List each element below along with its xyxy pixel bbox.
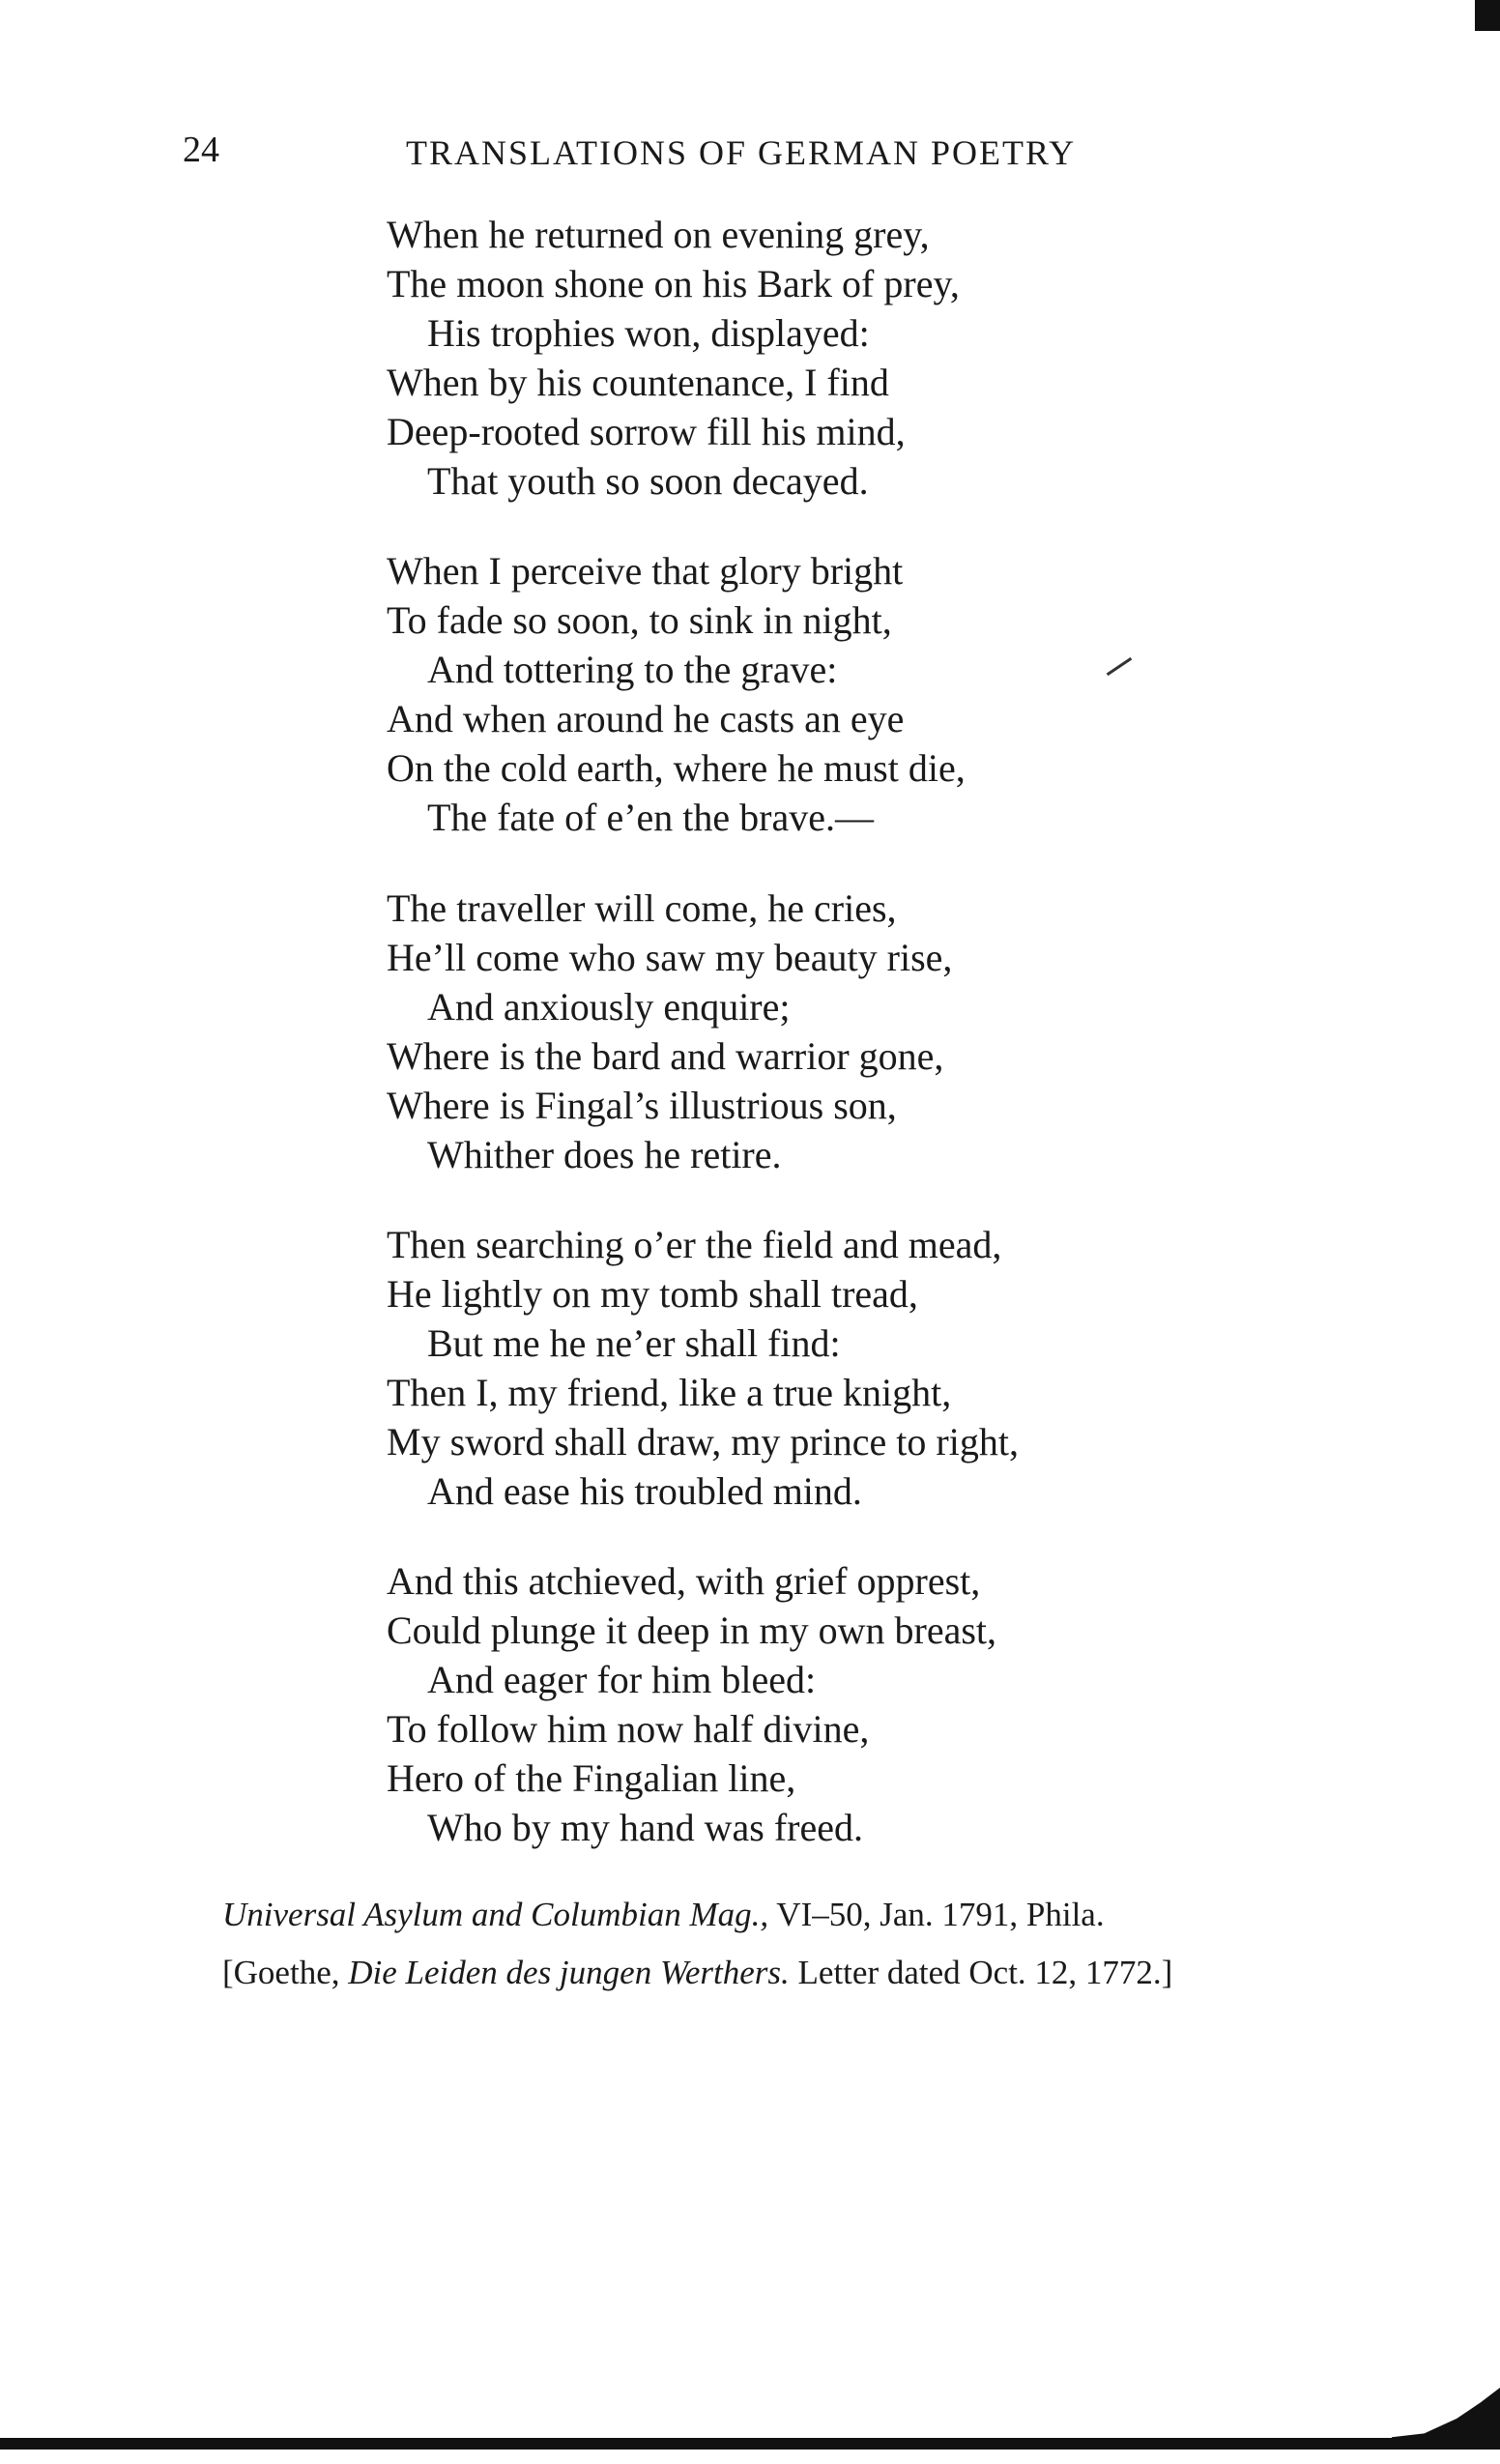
verse-line: And eager for him bleed:: [427, 1658, 817, 1701]
source-note-title: Die Leiden des jungen Werthers.: [348, 1954, 790, 1991]
verse-line: Where is the bard and warrior gone,: [387, 1034, 944, 1078]
stanza-3: [387, 884, 1353, 1179]
verse-line: He lightly on my tomb shall tread,: [387, 1272, 918, 1316]
verse-line: And anxiously enquire;: [427, 985, 791, 1029]
citation: [222, 1893, 1105, 1937]
source-note: [222, 1951, 1172, 1995]
verse-line: My sword shall draw, my prince to right,: [387, 1420, 1019, 1464]
verse-line: When he returned on evening grey,: [387, 213, 930, 256]
verse-line: And when around he casts an eye: [387, 697, 905, 740]
verse-line: When I perceive that glory bright: [387, 549, 904, 593]
page-number: 24: [183, 130, 219, 170]
verse-line: And ease his troubled mind.: [427, 1469, 862, 1513]
verse-line: Then I, my friend, like a true knight,: [387, 1371, 952, 1414]
verse-line: And tottering to the grave:: [427, 648, 838, 691]
source-note-open: [Goethe,: [222, 1954, 349, 1991]
verse-line: He’ll come who saw my beauty rise,: [387, 936, 953, 979]
scan-corner-mark: [1475, 0, 1500, 31]
verse-line: To follow him now half divine,: [387, 1707, 870, 1751]
verse-line: Hero of the Fingalian line,: [387, 1756, 796, 1800]
stanza-5: [387, 1556, 1353, 1852]
verse-line: The traveller will come, he cries,: [387, 886, 897, 930]
verse-line: That youth so soon decayed.: [427, 459, 869, 503]
verse-line: Deep-rooted sorrow fill his mind,: [387, 410, 906, 453]
verse-line: Who by my hand was freed.: [427, 1806, 863, 1849]
citation-journal: Universal Asylum and Columbian Mag.,: [222, 1896, 769, 1933]
verse-line: On the cold earth, where he must die,: [387, 746, 966, 790]
verse-line: Could plunge it deep in my own breast,: [387, 1609, 997, 1652]
verse-line: The fate of e’en the brave.—: [427, 796, 874, 839]
verse-line: Whither does he retire.: [427, 1133, 782, 1176]
verse-line: The moon shone on his Bark of prey,: [387, 262, 960, 305]
running-head: TRANSLATIONS OF GERMAN POETRY: [406, 133, 1077, 172]
verse-line: But me he ne’er shall find:: [427, 1321, 841, 1365]
scan-bottom-rule: [0, 2438, 1500, 2450]
stanza-4: [387, 1220, 1353, 1516]
verse-line: And this atchieved, with grief opprest,: [387, 1559, 981, 1603]
verse-line: To fade so soon, to sink in night,: [387, 598, 892, 642]
verse-line: His trophies won, displayed:: [427, 311, 870, 355]
citation-details: VI–50, Jan. 1791, Phila.: [768, 1896, 1105, 1933]
stanza-2: [387, 546, 1353, 842]
verse-line: Where is Fingal’s illustrious son,: [387, 1084, 897, 1127]
stanza-1: [387, 210, 1353, 506]
verse-line: When by his countenance, I find: [387, 361, 889, 404]
verse-line: Then searching o’er the field and mead,: [387, 1223, 1002, 1266]
source-note-rest: Letter dated Oct. 12, 1772.]: [789, 1954, 1173, 1991]
